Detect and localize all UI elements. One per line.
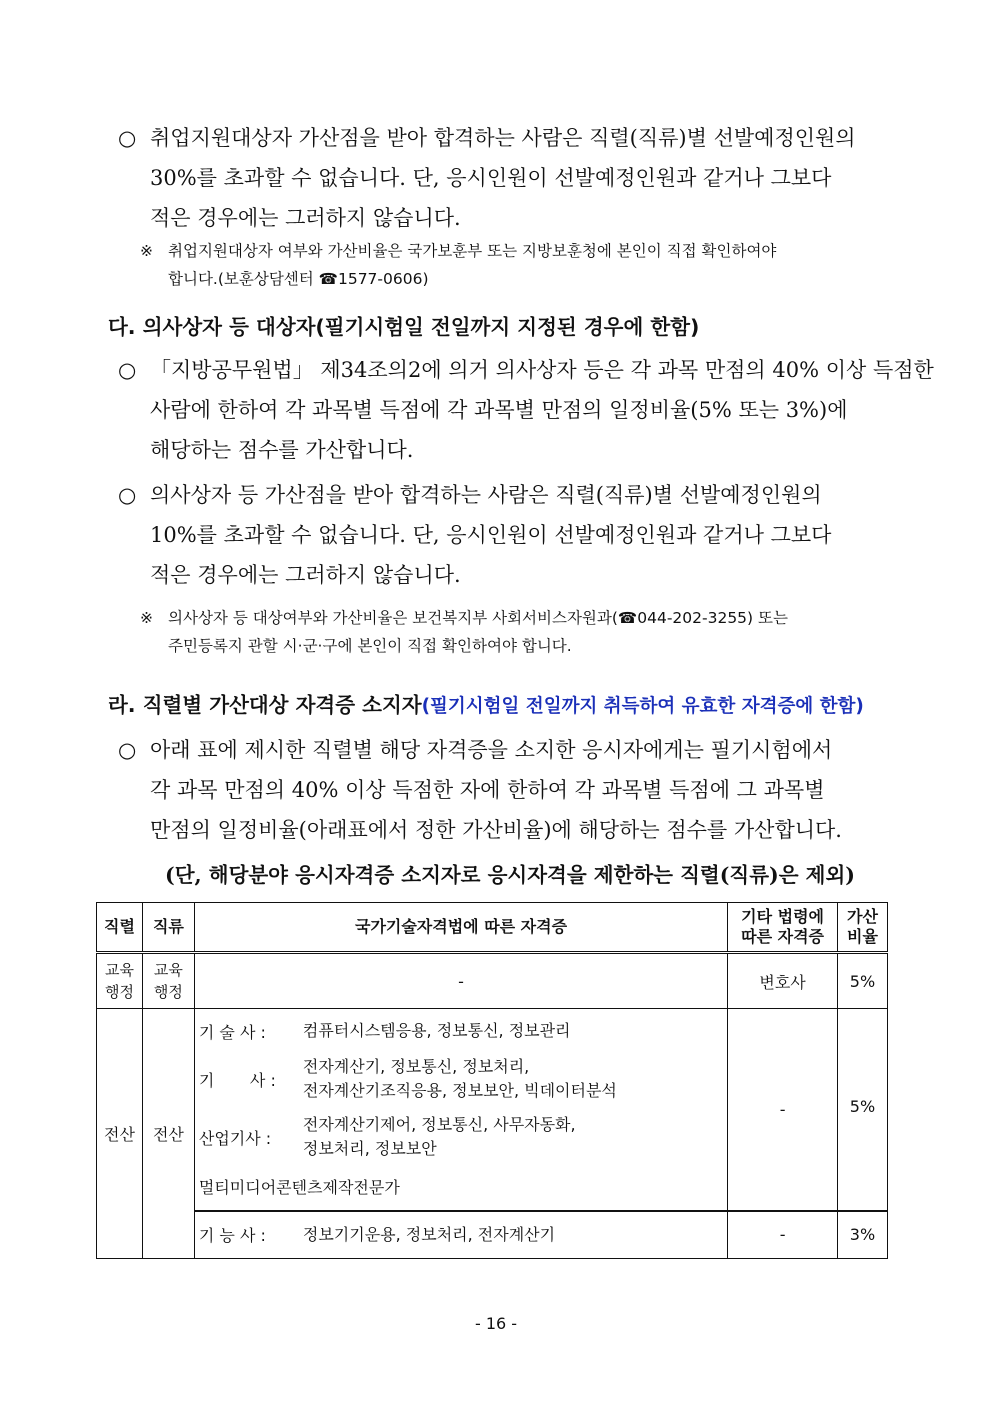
note-line: 취업지원대상자 여부와 가산비율은 국가보훈부 또는 지방보훈청에 본인이 직접 확인하여야	[168, 242, 777, 260]
note-line: 합니다.(보훈상담센터 ☎1577-0606)	[168, 270, 429, 288]
cell-class: 전산	[142, 1009, 194, 1259]
bullet-block-righteous-2	[118, 475, 908, 595]
paragraph-line: 아래 표에 제시한 직렬별 해당 자격증을 소지한 응시자에게는 필기시험에서	[150, 738, 833, 762]
cell-rate: 5%	[838, 1009, 888, 1211]
note-righteous	[140, 604, 910, 660]
cell-rate: 5%	[838, 953, 888, 1009]
bullet-circle: ○	[118, 483, 137, 507]
cell-national-cert	[194, 1009, 727, 1211]
cell-other-cert: 변호사	[728, 953, 838, 1009]
paragraph-line: 적은 경우에는 그러하지 않습니다.	[150, 563, 461, 587]
section-heading-da: 다. 의사상자 등 대상자(필기시험일 전일까지 지정된 경우에 한함)	[108, 315, 700, 339]
note-line: 주민등록지 관할 시·군·구에 본인이 직접 확인하여야 합니다.	[168, 637, 572, 655]
header-class: 직류	[142, 903, 194, 953]
paragraph-line: 만점의 일정비율(아래표에서 정한 가산비율)에 해당하는 점수를 가산합니다.	[150, 818, 842, 842]
paragraph-line: 사람에 한하여 각 과목별 득점에 각 과목별 만점의 일정비율(5% 또는 3%)에	[150, 398, 848, 422]
header-series: 직렬	[97, 903, 143, 953]
header-other-cert: 기타 법령에 따른 자격증	[728, 903, 838, 953]
page-number: - 16 -	[474, 1314, 518, 1333]
note-line: 의사상자 등 대상여부와 가산비율은 보건복지부 사회서비스자원과(☎044-202-3255) 또는	[168, 609, 788, 627]
paragraph-line: 10%를 초과할 수 없습니다. 단, 응시인원이 선발예정인원과 같거나 그보다	[150, 523, 832, 547]
table-row-education	[97, 953, 888, 1009]
cell-other-cert: -	[728, 1211, 838, 1259]
paragraph-line: 적은 경우에는 그러하지 않습니다.	[150, 206, 461, 230]
table-header-row	[97, 903, 888, 953]
table-row-computing-craftsman	[97, 1211, 888, 1259]
bullet-block-employment-support	[118, 118, 908, 238]
heading-main: 라. 직렬별 가산대상 자격증 소지자	[108, 693, 422, 717]
cell-series: 교육 행정	[97, 953, 143, 1009]
note-veterans	[140, 237, 910, 293]
header-rate: 가산 비율	[838, 903, 888, 953]
paragraph-line: 각 과목 만점의 40% 이상 득점한 자에 한하여 각 과목별 득점에 그 과목별	[150, 778, 825, 802]
bullet-circle: ○	[118, 738, 137, 762]
bullet-block-certificates	[118, 730, 908, 850]
cert-group-multimedia: 멀티미디어콘텐츠제작전문가	[198, 1177, 400, 1197]
paragraph-line: 해당하는 점수를 가산합니다.	[150, 438, 414, 462]
note-mark: ※	[140, 609, 153, 627]
table-exclusion-note: (단, 해당분야 응시자격증 소지자로 응시자격을 제한하는 직렬(직류)은 제외)	[165, 863, 855, 887]
paragraph-line: 취업지원대상자 가산점을 받아 합격하는 사람은 직렬(직류)별 선발예정인원의	[150, 126, 856, 150]
paragraph-line: 의사상자 등 가산점을 받아 합격하는 사람은 직렬(직류)별 선발예정인원의	[150, 483, 822, 507]
note-mark: ※	[140, 242, 153, 260]
heading-condition: (필기시험일 전일까지 취득하여 유효한 자격증에 한함)	[421, 696, 864, 717]
paragraph-line: 30%를 초과할 수 없습니다. 단, 응시인원이 선발예정인원과 같거나 그보다	[150, 166, 832, 190]
cell-class: 교육 행정	[142, 953, 194, 1009]
paragraph-line: 「지방공무원법」 제34조의2에 의거 의사상자 등은 각 과목 만점의 40% 이상 득점한	[150, 358, 934, 382]
section-heading-ra	[108, 690, 928, 722]
certificate-table	[96, 902, 888, 1259]
header-national-cert: 국가기술자격법에 따른 자격증	[194, 903, 727, 953]
cell-series: 전산	[97, 1009, 143, 1259]
bullet-block-righteous-1	[118, 350, 934, 470]
bullet-circle: ○	[118, 126, 137, 150]
bullet-circle: ○	[118, 358, 137, 382]
cert-group-professional-engineer: 기 술 사 : 컴퓨터시스템응용, 정보통신, 정보관리	[198, 1021, 571, 1042]
cert-group-craftsman: 기 능 사 : 정보기기운용, 정보처리, 전자계산기	[198, 1224, 556, 1246]
cell-rate: 3%	[838, 1211, 888, 1259]
cell-national-cert: -	[194, 953, 727, 1009]
cert-group-engineer: 기 사 : 전자계산기, 정보통신, 정보처리, 전자계산기조직응용, 정보보안, 빅데이터분석	[198, 1057, 617, 1101]
cell-national-cert	[194, 1211, 727, 1259]
table-row-computing	[97, 1009, 888, 1211]
cert-group-industrial-engineer: 산업기사 : 전자계산기제어, 정보통신, 사무자동화, 정보처리, 정보보안	[198, 1115, 576, 1159]
cell-other-cert: -	[728, 1009, 838, 1211]
